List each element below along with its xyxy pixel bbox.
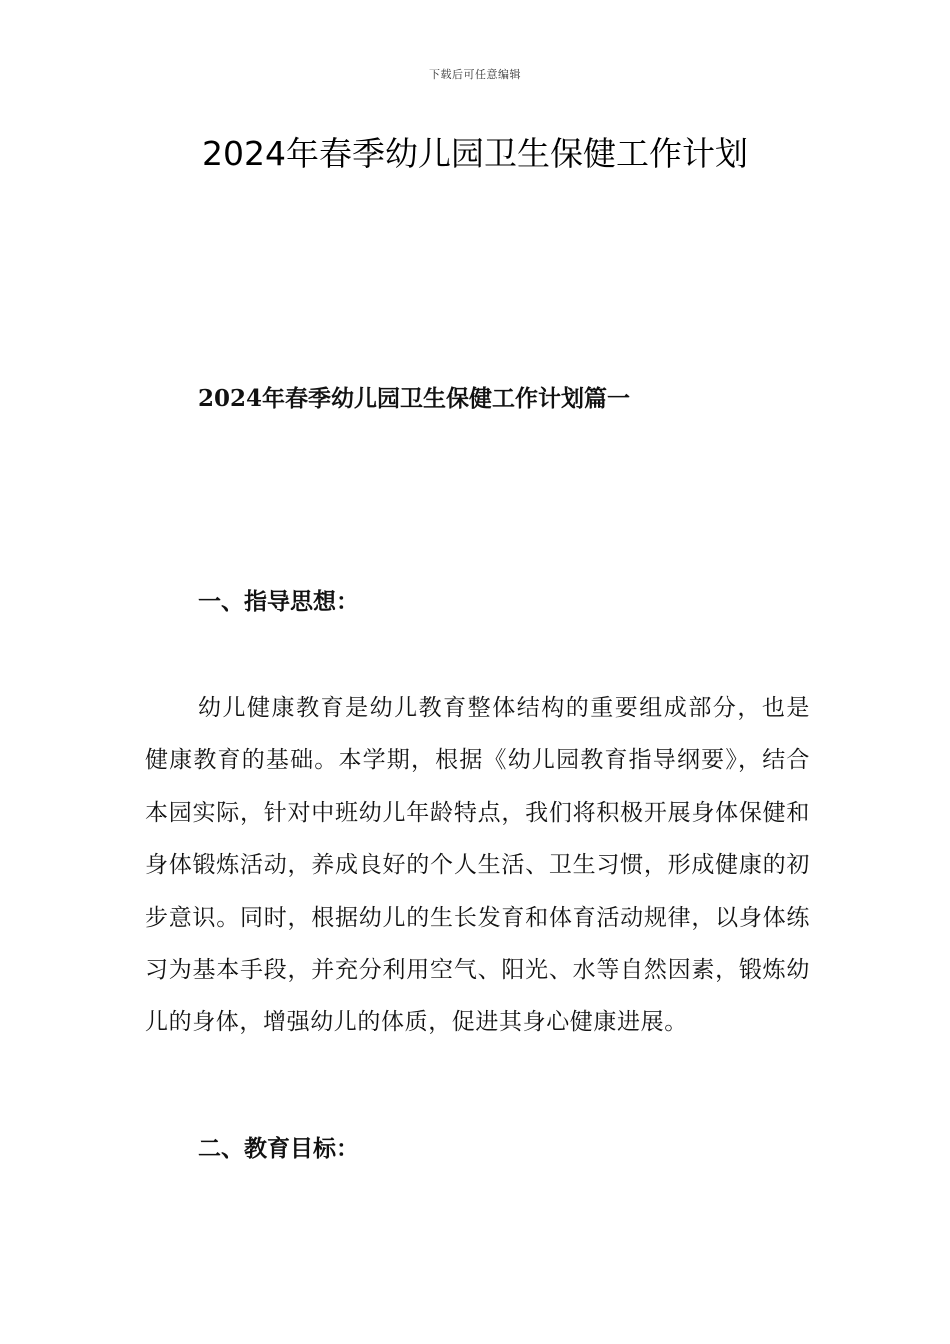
- section-title: 2024年春季幼儿园卫生保健工作计划篇一: [198, 385, 631, 412]
- heading-guiding-ideology: 一、指导思想：: [198, 588, 359, 615]
- paragraph-guiding-ideology: 幼儿健康教育是幼儿教育整体结构的重要组成部分，也是健康教育的基础。本学期，根据《幼儿园教育指导纲要》，结合本园实际，针对中班幼儿年龄特点，我们将积极开展身体保健和身体锻炼活动，养成良好的个人生活、卫生习惯，形成健康的初步意识。同时，根据幼儿的生长发育和体育活动规律，以身体练习为基本手段，并充分利用空气、阳光、水等自然因素，锻炼幼儿的身体，增强幼儿的体质，促进其身心健康进展。: [145, 695, 810, 1036]
- heading-education-goals: 二、教育目标：: [198, 1135, 359, 1162]
- header-note: 下载后可任意编辑: [429, 68, 521, 81]
- document-title: 2024年春季幼儿园卫生保健工作计划: [202, 134, 748, 173]
